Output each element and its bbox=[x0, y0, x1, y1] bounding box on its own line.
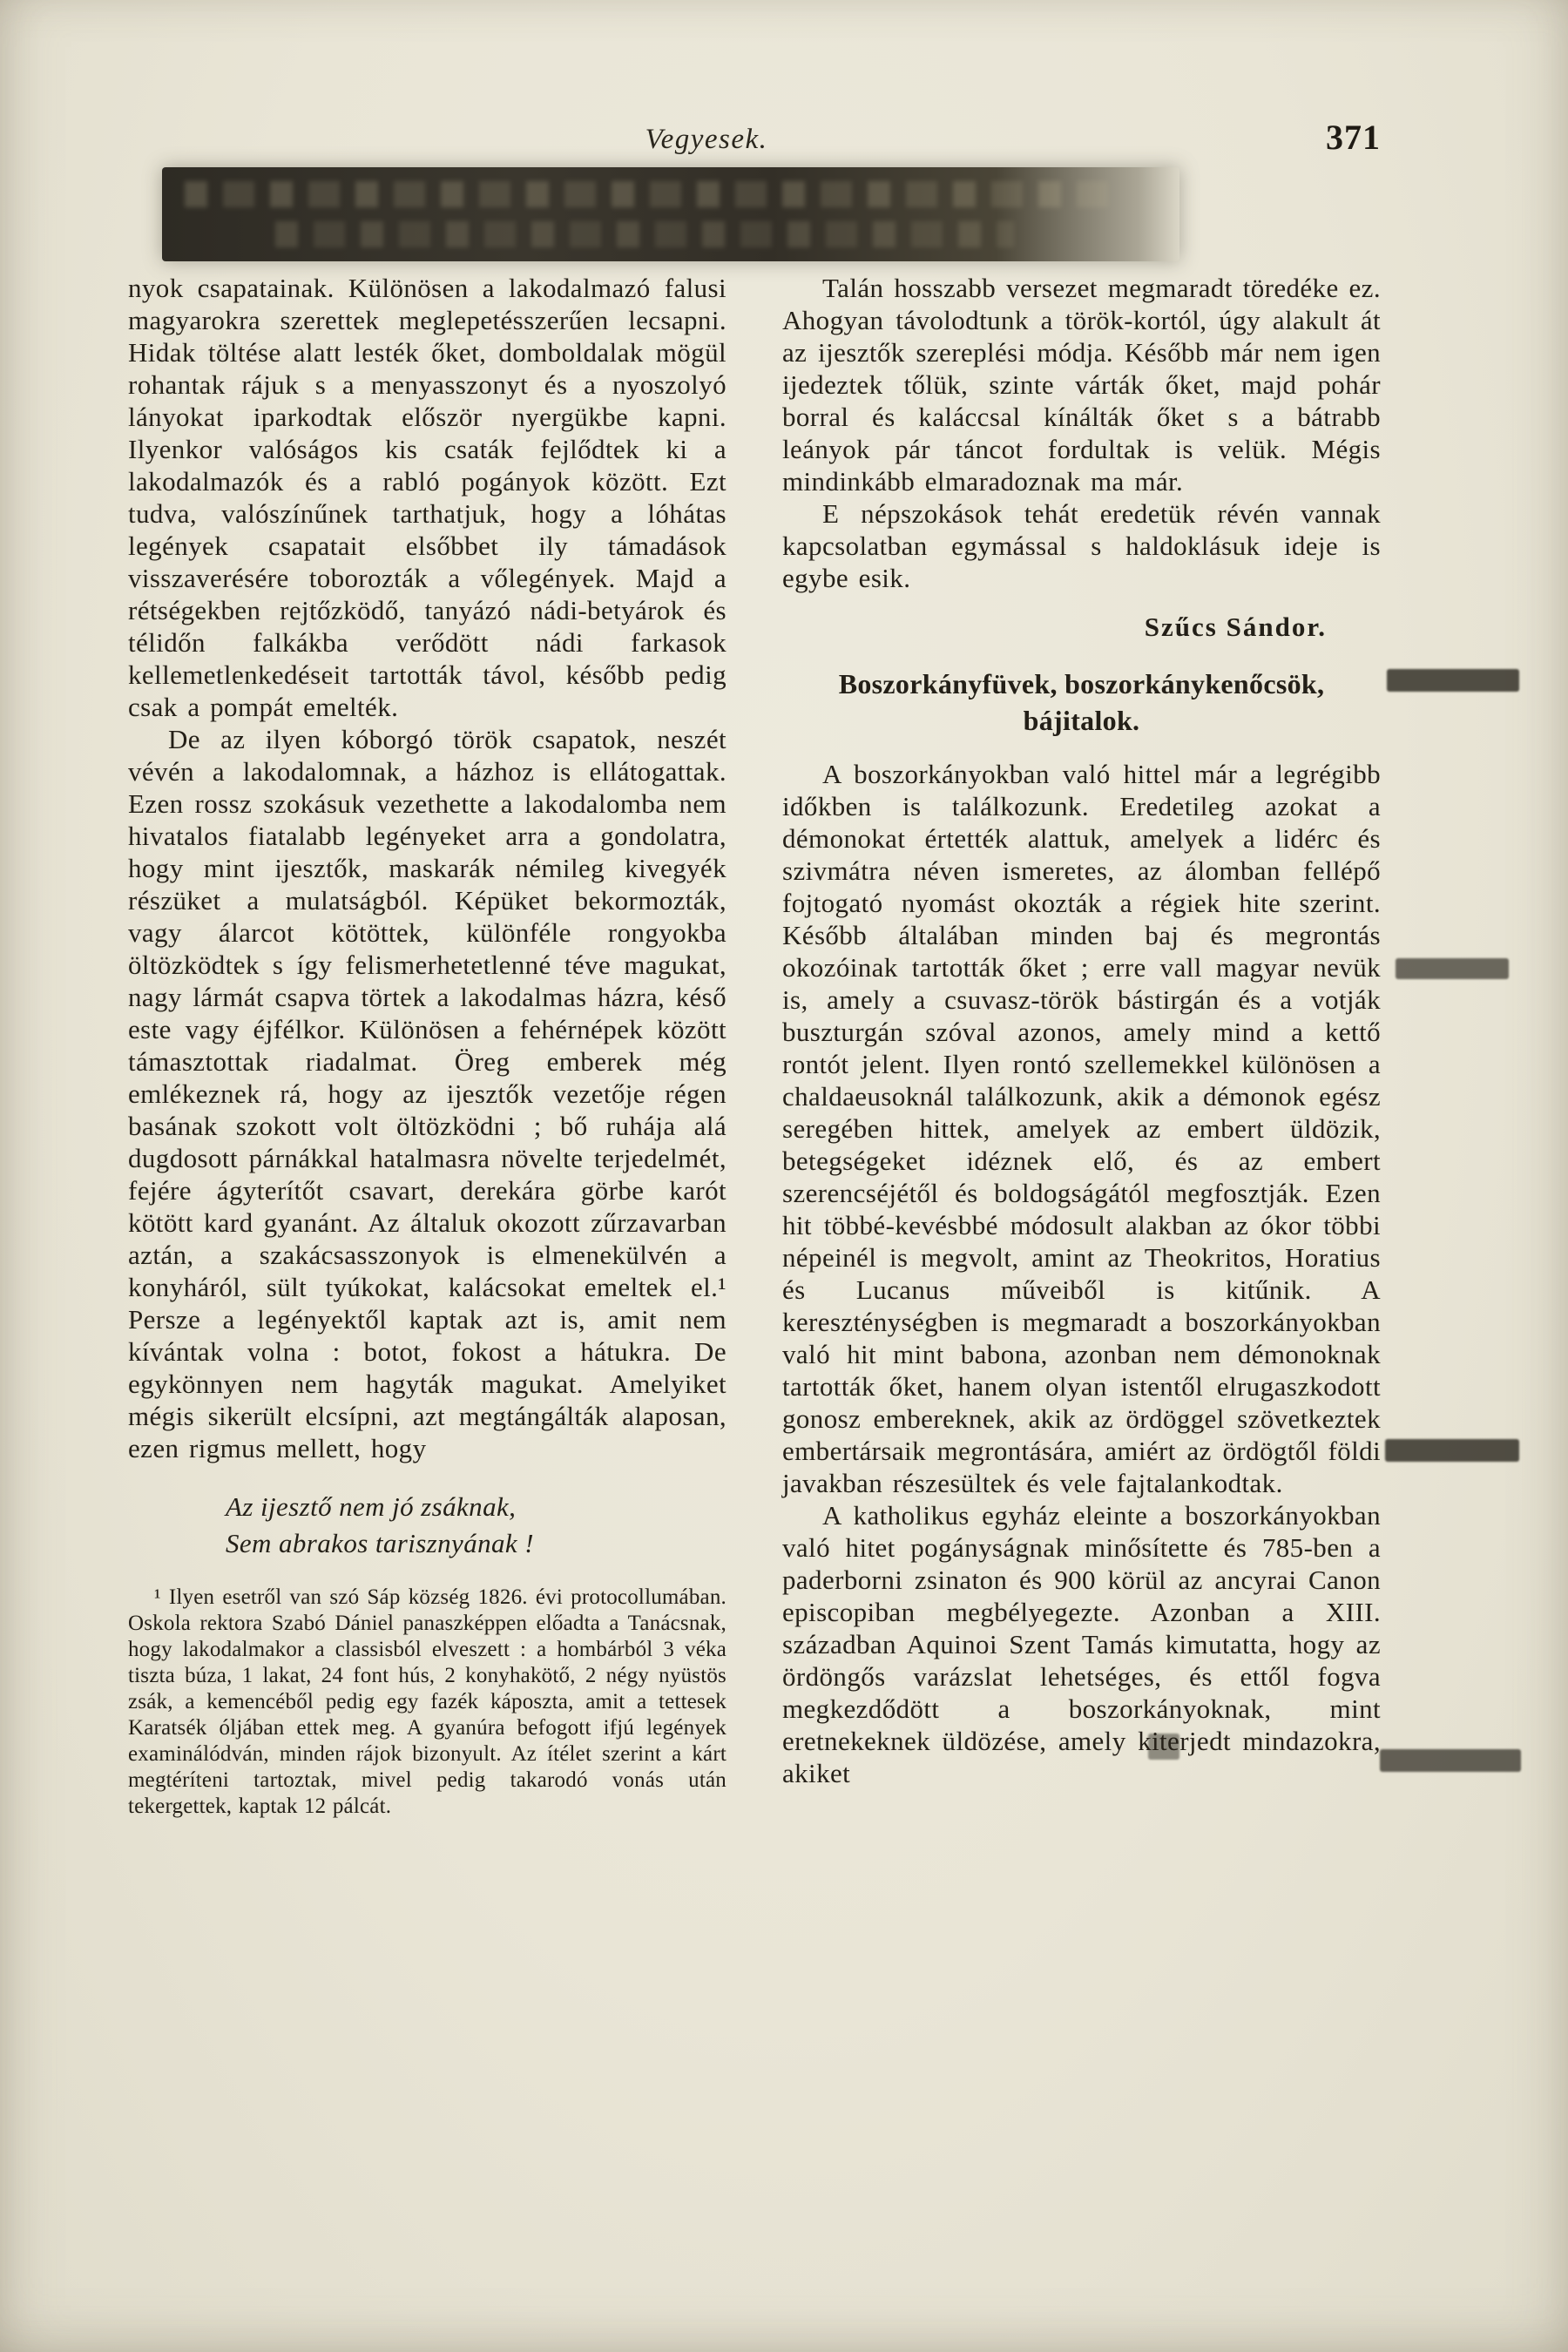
paragraph: E népszokások tehát eredetük révén vannak kapcsolatban egymással s haldoklásuk ideje is egybe esik. bbox=[782, 498, 1381, 593]
paragraph: De az ilyen kóborgó török csapatok, neszét vévén a lakodalomnak, a házhoz is ellátogattak. Ezen rossz szokásuk vezethette a lakodalomba nem hivatalos fiatalabb legényeket arra a gondolatra, hogy mint ijesztők, maskarák némileg kivegyék részüket a mulatságból. Képüket bekormozták, vagy álarcot kötöttek, különféle rongyokba öltözködtek s így felismerhetetlenné téve magukat, nagy lármát csapva törtek a lakodalmas házra, késő este vagy éjfélkor. Különösen a fehérnépek között támasztottak riadalmat. Öreg emberek még emlékeznek rá, hogy az ijesztők vezetője régen basának szokott volt öltözködni ; bő ruhája alá dugdosott párnákkal hatalmasra növelte terjedelmét, fejére ágyterítőt csavart, derekára görbe karót kötött kard gyanánt. Az általuk okozott zűrzavarban aztán, a szakácsasszonyok is elmenekülvén a konyháról, sült tyúkokat, kalácsokat emeltek el.¹ Persze a legényektől kaptak azt is, amit nem kívántak volna : botot, fokost a hátukra. De egykönnyen nem hagyták magukat. Amelyiket mégis sikerült elcsípni, azt megtángálták alaposan, ezen rigmus mellett, hogy bbox=[128, 724, 727, 1463]
paragraph: A katholikus egyház eleinte a boszorkányokban való hitet pogányságnak minősítette és 785-ben a paderborni zsinaton és 900 körül az ancyrai Canon episcopiban megbélyegezte. Azonban a XIII. században Aquinoi Szent Tamás kimutatta, hogy az ördöngős varázslat lehetséges, és ettől fogva megkezdődött a boszorkányoknak, mint eretnekeknek üldözése, amely kiterjedt mindazokra, akiket bbox=[782, 1500, 1381, 1788]
verse-line: Sem abrakos tarisznyának ! bbox=[226, 1528, 534, 1558]
scan-artifact-mark bbox=[1380, 1749, 1521, 1772]
running-title: Vegyesek. bbox=[645, 124, 768, 155]
left-column bbox=[128, 272, 727, 1820]
scan-artifact-mark bbox=[1396, 958, 1509, 979]
section-title-line: bájitalok. bbox=[1023, 705, 1140, 736]
ghost-text-row bbox=[185, 181, 1119, 207]
verse-quote bbox=[226, 1489, 727, 1562]
author-signature: Szűcs Sándor. bbox=[1144, 612, 1327, 642]
paragraph: nyok csapatainak. Különösen a lakodalmazó falusi magyarokra szerettek meglepetésszerűen lecsapni. Hidak töltése alatt lesték őket, domboldalak mögül rohantak rájuk s a menyasszonyt és a nyoszolyó lányokat iparkodtak először nyergükbe kapni. Ilyenkor valóságos kis csaták fejlődtek ki a lakodalmazók és a rabló pogányok között. Ezt tudva, valószínűnek tarthatjuk, hogy a lóhátas legények csapatait elsőbbet ily támadások visszaverésére toborozták a vőlegények. Majd a rétségekben rejtőzködő, tanyázó nádi-betyárok és télidőn falkákba verődött nádi farkasok kellemetlenkedéseit tartották távol, később pedig csak a pompát emelték. bbox=[128, 273, 727, 722]
section-title-line: Boszorkányfüvek, boszorkánykenőcsök, bbox=[838, 668, 1325, 700]
paragraph: A boszorkányokban való hittel már a legrégibb időkben is találkozunk. Eredetileg azokat a démonokat értették alattuk, amelyek a lidérc és szivmátra néven ismeretes, az álomban fellépő fojtogató nyomást okozták a régiek hite szerint. Később általában minden baj és megrontás okozóinak tartották őket ; erre vall magyar nevük is, amely a csuvasz-török bástirgán és a votják buszturgán szóval azonos, amely mind a kettő rontót jelent. Ilyen rontó szellemekkel különösen a chaldaeusoknál találkozunk, akik a démonok egész seregében hittek, amelyek az embert üldözik, betegségeket idéznek elő, és az embert szerencséjétől és boldogságától megfosztják. Ezen hit többé-kevésbbé módosult alakban az ókor többi népeinél is megvolt, amint az Theokritos, Horatius és Lucanus műveiből is kitűnik. A kereszténységben is megmaradt a boszorkányokban való hit mint babona, azonban nem démonoknak tartották őket, hanem olyan istentől elrugaszkodott gonosz embereknek, akik az ördöggel szövetkeztek embertársaik megrontására, amiért az ördögtől földi javakban részesültek és vele fajtalankodtak. bbox=[782, 759, 1381, 1498]
text-columns bbox=[128, 272, 1381, 1820]
footnote: ¹ Ilyen esetről van szó Sáp község 1826. évi protocollumában. Oskola rektora Szabó Dániel panaszképpen előadta a Tanácsnak, hogy lakodalmakor a classisból elveszett : a hombárból 3 véka tiszta búza, 1 lakat, 24 font hús, 2 konyhakötő, 2 négy nyüstös zsák, a kemencéből pedig egy fazék káposzta, amit a tettesek Karatsék óljában ettek meg. A gyanúra befogott ifjú legények examinálódván, minden rájok bizonyult. Az ítélet szerint a kárt megtéríteni tartoztak, mivel pedig takarodó vonás után tekergettek, kaptak 12 pálcát. bbox=[128, 1585, 727, 1818]
page-header bbox=[128, 118, 1381, 171]
verse-line: Az ijesztő nem jó zsáknak, bbox=[226, 1491, 517, 1522]
paragraph: Talán hosszabb versezet megmaradt töredéke ez. Ahogyan távolodtunk a török-kortól, úgy alakult át az ijesztők szereplési módja. Később már nem igen ijedeztek tőlük, szinte várták őket, majd pohár borral és kaláccsal kínálták őket s a bátrabb leányok pár táncot fordultak is velük. Mégis mindinkább elmaradoznak ma már. bbox=[782, 273, 1381, 497]
section-title bbox=[782, 666, 1381, 739]
scan-bleed-through-band bbox=[162, 167, 1179, 261]
right-column bbox=[782, 272, 1381, 1820]
scan-artifact-mark bbox=[1387, 669, 1519, 692]
page-number: 371 bbox=[1326, 118, 1381, 157]
scan-artifact-mark bbox=[1385, 1439, 1519, 1462]
ghost-text-row bbox=[275, 221, 1014, 247]
